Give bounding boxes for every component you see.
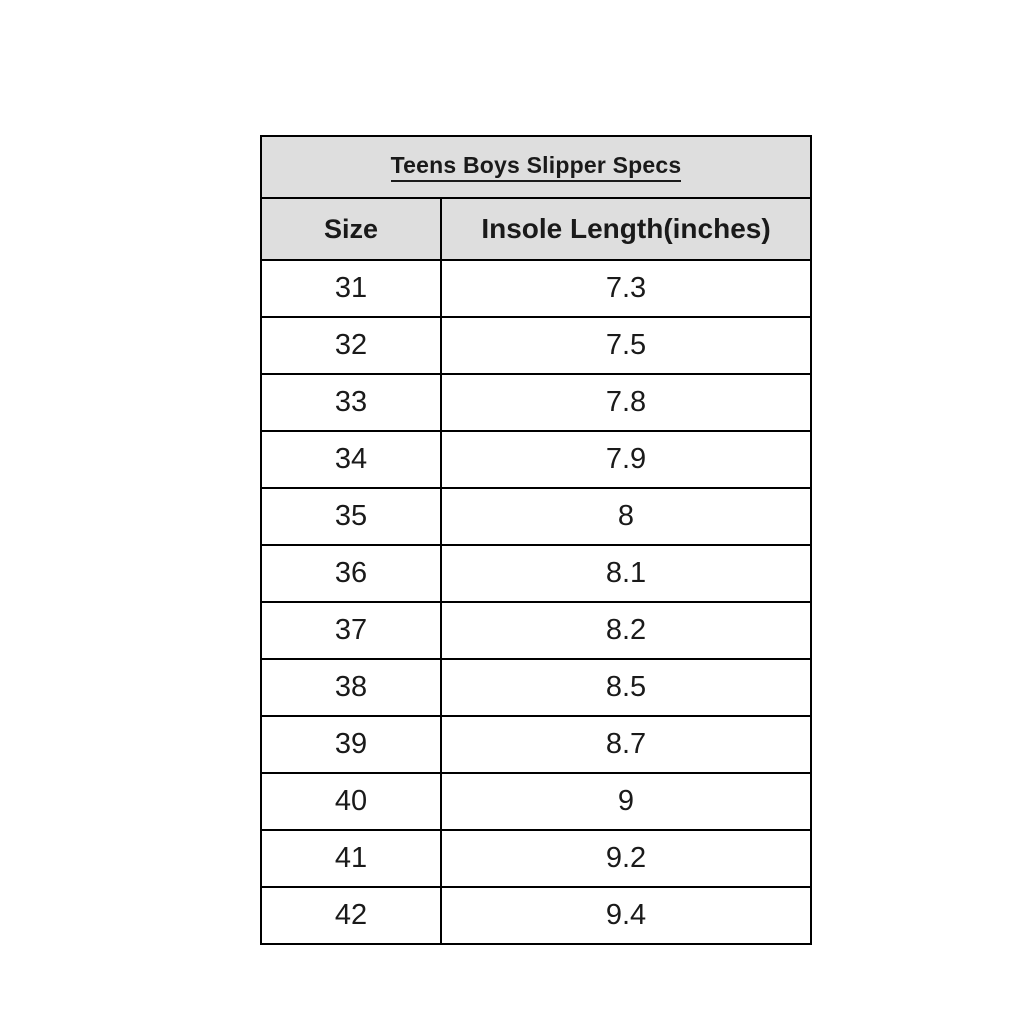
table-row [261, 374, 811, 431]
table-row [261, 659, 811, 716]
cell-insole: 9.4 [441, 887, 811, 944]
cell-size: 33 [261, 374, 441, 431]
cell-insole: 9.2 [441, 830, 811, 887]
cell-insole: 7.8 [441, 374, 811, 431]
table-row [261, 431, 811, 488]
table-row [261, 773, 811, 830]
table-row [261, 602, 811, 659]
cell-size: 41 [261, 830, 441, 887]
cell-size: 42 [261, 887, 441, 944]
cell-insole: 8 [441, 488, 811, 545]
table-row [261, 887, 811, 944]
cell-size: 40 [261, 773, 441, 830]
cell-size: 38 [261, 659, 441, 716]
cell-size: 34 [261, 431, 441, 488]
cell-size: 35 [261, 488, 441, 545]
cell-size: 32 [261, 317, 441, 374]
table-title-cell [261, 136, 811, 198]
cell-size: 36 [261, 545, 441, 602]
cell-size: 31 [261, 260, 441, 317]
cell-insole: 8.1 [441, 545, 811, 602]
cell-insole: 7.3 [441, 260, 811, 317]
table-row [261, 830, 811, 887]
column-header-insole-length: Insole Length(inches) [441, 198, 811, 260]
cell-size: 37 [261, 602, 441, 659]
cell-insole: 8.5 [441, 659, 811, 716]
table-row [261, 260, 811, 317]
table-row [261, 545, 811, 602]
size-chart [260, 135, 810, 945]
table-row [261, 317, 811, 374]
cell-insole: 7.9 [441, 431, 811, 488]
cell-insole: 7.5 [441, 317, 811, 374]
table-row [261, 488, 811, 545]
cell-insole: 9 [441, 773, 811, 830]
spec-table [260, 135, 812, 945]
column-header-size: Size [261, 198, 441, 260]
page-title: Teens Boys Slipper Specs [391, 152, 682, 182]
table-title-row [261, 136, 811, 198]
table-header-row [261, 198, 811, 260]
cell-insole: 8.7 [441, 716, 811, 773]
cell-insole: 8.2 [441, 602, 811, 659]
table-row [261, 716, 811, 773]
cell-size: 39 [261, 716, 441, 773]
